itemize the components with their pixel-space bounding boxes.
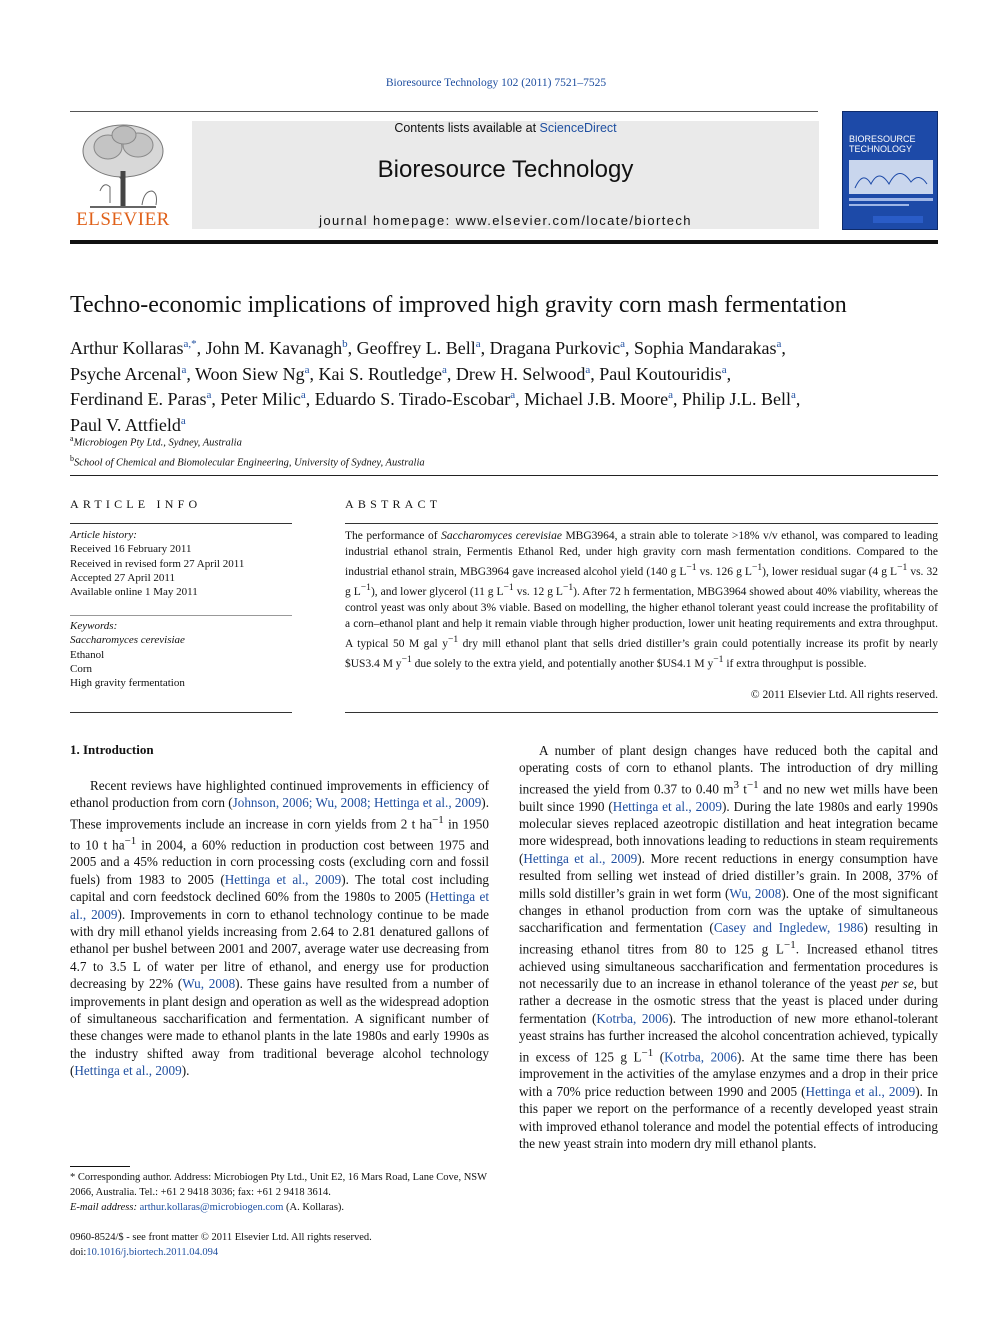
elsevier-wordmark: ELSEVIER	[76, 209, 170, 230]
email-suffix: (A. Kollaras).	[283, 1202, 345, 1213]
affiliations	[70, 431, 940, 470]
author-name: Peter Milic	[220, 389, 301, 409]
history-item: Available online 1 May 2011	[70, 586, 198, 599]
citation-link[interactable]: Hettinga et al., 2009	[805, 1083, 916, 1099]
page-footer	[70, 1231, 490, 1260]
author-separator: ,	[186, 363, 196, 384]
author-name: Michael J.B. Moore	[524, 389, 669, 409]
author-affiliation-mark[interactable]: a	[475, 338, 481, 350]
article-info-rule-top	[70, 523, 292, 524]
author-separator: ,	[781, 338, 786, 358]
history-item: Received 16 February 2011	[70, 543, 192, 556]
author-affiliation-mark[interactable]: a,*	[183, 338, 197, 350]
affiliation-item	[70, 451, 940, 471]
header-thick-rule	[70, 240, 938, 244]
email-label: E-mail address:	[70, 1202, 140, 1213]
superscript: 3	[733, 778, 739, 791]
author-name: Arthur Kollaras	[70, 338, 184, 358]
section-heading-introduction: 1. Introduction	[70, 742, 154, 757]
homepage-prefix: journal homepage:	[319, 213, 456, 228]
keyword-item: Corn	[70, 662, 92, 675]
superscript: −1	[124, 834, 137, 847]
homepage-url[interactable]: www.elsevier.com/locate/biortech	[455, 213, 692, 228]
keyword-item: Ethanol	[70, 648, 105, 661]
body-text: ). These gains have resulted from a number of improvements in plant design and operation as well as the widespread adoption of simultaneous saccharification and fermentation. A significant number of these changes were made to ethanol plants in the late 1980s and early 1990s as the industry shifted away from traditional beverage alcohol technology (	[70, 976, 490, 1079]
body-text: ). At the same time there has been improvement in the activities of the amylase enzymes and a drop in their price with a 70% price reduction between 1990 and 2005 (	[519, 1049, 939, 1099]
author-separator: ,	[196, 338, 206, 358]
sciencedirect-link[interactable]: ScienceDirect	[539, 121, 617, 135]
body-text: ). During the late 1980s and early 1990s molecular sieves replaced azeotropic distillation and heat integration became more widespread, both innovations leading to reductions in steam requirements (	[519, 798, 938, 866]
author-name: Kai S. Routledge	[318, 363, 442, 384]
body-text: A number of plant design changes have reduced both the capital and operating costs of corn to ethanol plants. The introduction of dry milling increased the yield from 0.37 to 0.40 m	[519, 743, 938, 797]
journal-citation[interactable]: Bioresource Technology 102 (2011) 7521–7525	[385, 77, 607, 89]
author-separator: ,	[347, 338, 357, 358]
affiliation-mark: a	[70, 434, 74, 443]
body-text: (	[653, 1049, 665, 1065]
affiliation-item	[70, 431, 940, 451]
author-separator: ,	[672, 389, 682, 409]
author-affiliation-mark[interactable]: a	[181, 363, 187, 376]
citation-link[interactable]: Kotrba, 2006	[664, 1049, 737, 1065]
body-text: ). The introduction of new more ethanol-tolerant yeast strains has further increased the alcohol concentration achieved, typically in excess of 125 g L	[519, 1010, 939, 1065]
doi-link[interactable]: 10.1016/j.biortech.2011.04.094	[86, 1246, 219, 1258]
superscript: −1	[784, 938, 796, 951]
author-affiliation-mark[interactable]: a	[776, 338, 782, 350]
contents-prefix: Contents lists available at	[394, 121, 540, 135]
article-history	[70, 528, 292, 599]
author-separator: ,	[309, 363, 319, 384]
author-separator: ,	[305, 389, 315, 409]
citation-link[interactable]: Hettinga et al., 2009	[224, 871, 342, 887]
article-info-rule-bottom	[70, 712, 292, 713]
author-affiliation-mark[interactable]: a	[180, 414, 186, 427]
contents-line	[192, 121, 819, 135]
author-separator: ,	[590, 363, 600, 384]
header-rule	[70, 111, 818, 112]
history-label: Article history:	[70, 529, 137, 541]
author-name: Eduardo S. Tirado-Escobar	[314, 389, 511, 409]
affiliation-text: School of Chemical and Biomolecular Engineering, University of Sydney, Australia	[74, 457, 425, 468]
author-name: Ferdinand E. Paras	[70, 389, 207, 409]
author-affiliation-mark[interactable]: a	[441, 363, 447, 376]
email-link[interactable]: arthur.kollaras@microbiogen.com	[139, 1202, 284, 1213]
superscript: −1	[432, 813, 444, 826]
keyword-item: High gravity fermentation	[70, 677, 185, 690]
author-name: Philip J.L. Bell	[681, 389, 791, 409]
citation-link[interactable]: Wu, 2008	[729, 885, 782, 901]
intro-column-right	[519, 742, 938, 1153]
body-text: , but rather a decrease in the osmotic stress that the yeast is placed under during fermentation (	[519, 976, 938, 1026]
author-name: Drew H. Selwood	[455, 363, 586, 384]
author-name: Woon Siew Ng	[195, 363, 305, 384]
body-text: in 1950 to 10 t ha	[70, 816, 489, 852]
abstract-text: The performance of Saccharomyces cerevisiae MBG3964, a strain able to tolerate >18% v/v ethanol, was compared to leading industrial ethanol strain, Fermentis Ethanol Red, under high gravity corn mash fermentation conditions. Compared to the industrial ethanol strain, MBG3964 gave increased alcohol yield (140 g $L^{-1}$ vs. 126 g $L^{-1}$), lower residual sugar (4 g $L^{-1}$ vs. 32 g $L^{-1}$), and lower glycerol (11 g $L^{-1}$ vs. 12 g $L^{-1}$). After 72 h fermentation, MBG3964 showed about 40% viability, whereas the control yeast was only about 3% viable. Based on modelling, the higher ethanol tolerant yeast could increase the profitability of a corn–ethanol plant and help it remain viable through higher production, lower unit heating requirements and extra throughput. A typical 50 M gal $y^{-1}$ dry mill ethanol plant that sells dried distiller’s grain could potentially increase its profit by nearly $US3.4 M $y^{-1}$ due solely to the extra yield, and potentially another $US4.1 M $y^{-1}$ if extra throughput is possible.	[345, 530, 939, 670]
author-name: John M. Kavanagh	[205, 338, 343, 358]
citation-link[interactable]: Hettinga et al., 2009	[612, 798, 722, 814]
keywords	[70, 619, 292, 690]
abstract-rule-top	[345, 523, 938, 524]
body-text: and no new wet mills have been built since 1990 (	[519, 781, 938, 814]
affiliation-mark: b	[70, 453, 74, 463]
body-text: ). In this paper we report on the performance of a recently developed yeast strain with improved ethanol tolerance and model the potential effects of introducing the new yeast strain into modern dry mill ethanol plants.	[519, 1083, 938, 1152]
body-text: in 2004, a 60% reduction in production cost between 1975 and 2005 and a 45% reduction in corn processing costs (excluding corn and fossil fuels) from 1983 to 2005 (	[70, 837, 489, 887]
journal-cover-thumbnail[interactable]	[842, 111, 938, 230]
journal-homepage	[192, 213, 819, 228]
author-affiliation-mark[interactable]: a	[300, 389, 306, 401]
body-text: Recent reviews have highlighted continued improvements in efficiency of ethanol production from corn (	[70, 778, 489, 811]
body-text: ). One of the most significant changes in ethanol production from corn was the uptake of simultaneous saccharification and fermentation (	[519, 885, 938, 936]
affiliation-rule	[70, 475, 938, 476]
italic-text: per se	[880, 976, 914, 992]
citation-link[interactable]: Hettinga et al., 2009	[523, 850, 638, 866]
superscript: −1	[641, 1046, 654, 1059]
body-text: ). These improvements include an increase in corn yields from 2 t ha	[70, 795, 489, 832]
author-affiliation-mark[interactable]: a	[791, 389, 796, 401]
author-separator: ,	[211, 389, 221, 409]
elsevier-tree-icon	[70, 121, 176, 209]
author-affiliation-mark[interactable]: a	[206, 389, 212, 401]
abstract-copyright: © 2011 Elsevier Ltd. All rights reserved.	[750, 689, 938, 701]
abstract-rule-bottom	[345, 712, 938, 713]
author-separator: ,	[480, 338, 490, 358]
body-text: ). Improvements in corn to ethanol technology continue to be made with dry mill ethanol yields increasing from 2.64 to 2.81 denatured gallons of ethanol per bushel between 2001 and 2007, average water use decreasing from 4.7 to 3.5 L of water per litre of ethanol, and energy use for production decreasing by 22% (	[70, 906, 489, 992]
intro-column-left	[70, 777, 489, 1080]
author-affiliation-mark[interactable]: a	[668, 389, 673, 401]
citation-link[interactable]: Hettinga et al., 2009	[74, 1063, 182, 1079]
author-name: Paul Koutouridis	[599, 363, 722, 384]
citation-link[interactable]: Kotrba, 2006	[596, 1010, 669, 1026]
abstract-heading: ABSTRACT	[345, 497, 442, 511]
author-name: Geoffrey L. Bell	[356, 338, 476, 358]
keywords-label: Keywords:	[70, 620, 118, 632]
citation-link[interactable]: Hettinga et al., 2009	[70, 889, 489, 922]
author-affiliation-mark[interactable]: a	[721, 363, 727, 376]
body-text: . Increased ethanol titres achieved using simultaneous saccharification and fermentation procedures is not necessarily due to an increase in ethanol tolerance of the yeast	[519, 941, 939, 992]
author-affiliation-mark[interactable]: a	[510, 389, 516, 401]
citation-link[interactable]: Wu, 2008	[182, 976, 236, 992]
author-affiliation-mark[interactable]: a	[585, 363, 591, 376]
author-separator: ,	[624, 338, 634, 358]
author-separator: ,	[726, 363, 732, 384]
footnote-rule	[70, 1166, 130, 1167]
author-separator: ,	[446, 363, 456, 384]
cover-art-icon	[843, 112, 938, 230]
article-info-heading: ARTICLE INFO	[70, 497, 202, 511]
history-item: Accepted 27 April 2011	[70, 571, 175, 584]
body-text: ).	[181, 1063, 190, 1079]
author-name: Psyche Arcenal	[70, 363, 182, 384]
body-text: ). The total cost including capital and corn feedstock declined 60% from the 1980s to 2005 (	[70, 871, 490, 905]
article-info-rule-mid	[70, 615, 292, 616]
body-text: ). More recent reductions in energy consumption have resulted from selling wet instead of dried distiller’s grain. In 2008, 37% of mills sold distiller’s grain in wet form (	[519, 850, 938, 901]
author-affiliation-mark[interactable]: b	[342, 338, 348, 350]
citation-link[interactable]: Johnson, 2006; Wu, 2008; Hettinga et al., 2009	[232, 795, 482, 811]
keyword-item: Saccharomyces cerevisiae	[70, 634, 185, 647]
journal-name: Bioresource Technology	[377, 156, 634, 183]
body-text: t	[739, 781, 747, 797]
author-affiliation-mark[interactable]: a	[304, 363, 310, 376]
footnote-address: * Corresponding author. Address: Microbiogen Pty Ltd., Unit E2, 16 Mars Road, Lane Cove, NSW 2066, Australia. Tel.: +61 2 9418 3036; fax: +61 2 9418 3614.	[70, 1172, 487, 1198]
author-name: Sophia Mandarakas	[633, 338, 777, 358]
author-list	[70, 334, 940, 436]
issn-line: 0960-8524/$ - see front matter © 2011 Elsevier Ltd. All rights reserved.	[70, 1232, 372, 1243]
doi-label: doi:	[70, 1246, 87, 1258]
author-name: Paul V. Attfield	[70, 414, 181, 435]
affiliation-text: Microbiogen Pty Ltd., Sydney, Australia	[73, 437, 242, 449]
superscript: −1	[746, 778, 759, 791]
author-separator: ,	[795, 389, 801, 409]
author-separator: ,	[515, 389, 525, 409]
history-item: Received in revised form 27 April 2011	[70, 557, 245, 570]
author-affiliation-mark[interactable]: a	[620, 338, 625, 350]
cover-title: BIORESOURCE TECHNOLOGY	[849, 134, 916, 154]
citation-link[interactable]: Casey and Ingledew, 1986	[713, 920, 864, 936]
body-text: ) resulting in increasing ethanol titres from 80 to 125 g L	[519, 920, 938, 957]
author-name: Dragana Purkovic	[489, 338, 621, 358]
corresponding-author-footnote	[70, 1170, 490, 1215]
article-title: Techno-economic implications of improved high gravity corn mash fermentation	[70, 292, 847, 318]
